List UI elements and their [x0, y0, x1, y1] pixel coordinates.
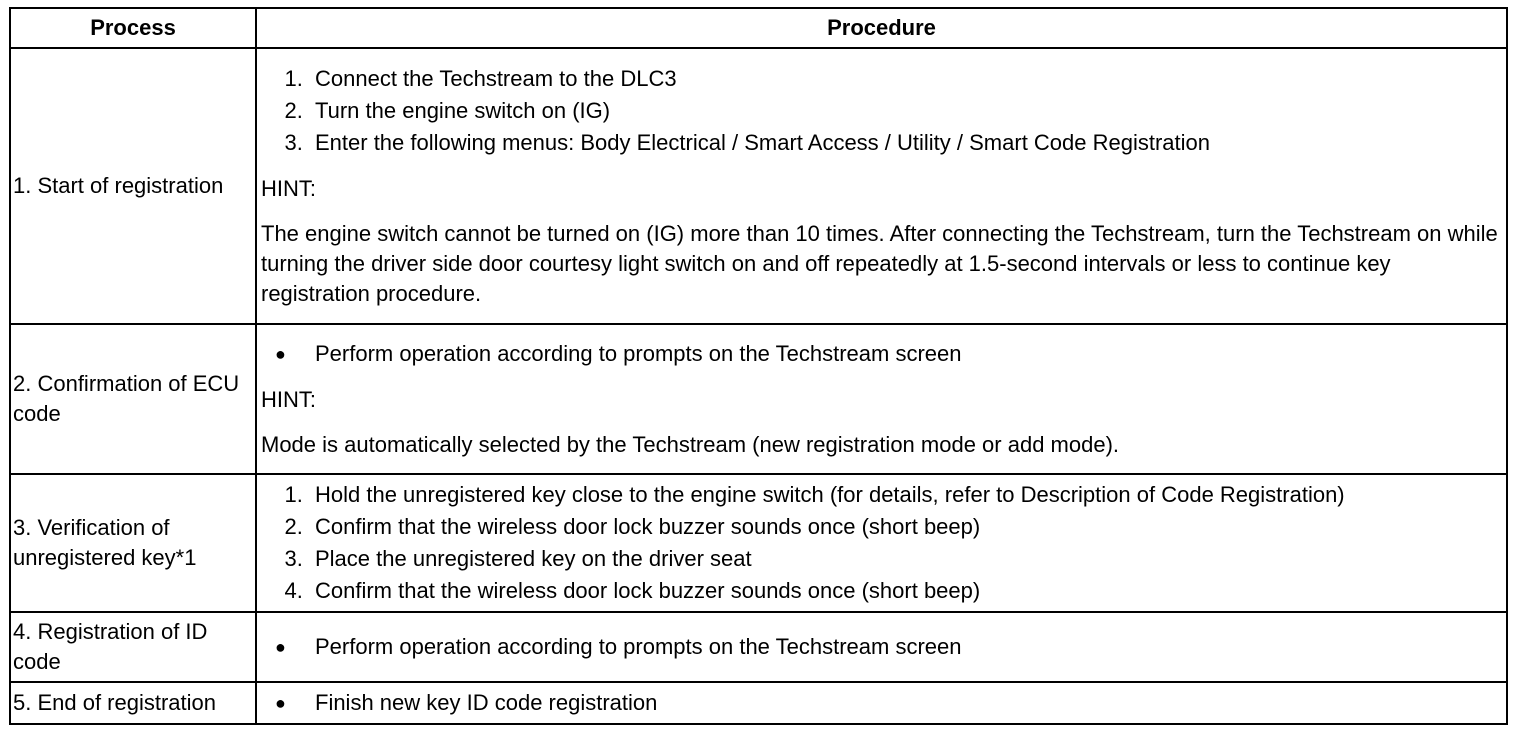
process-cell: 2. Confirmation of ECU code — [10, 324, 256, 474]
hint-label: HINT: — [261, 176, 316, 201]
header-procedure: Procedure — [256, 8, 1507, 48]
procedure-cell — [256, 474, 1507, 612]
bullet-list — [261, 687, 1498, 719]
hint-text: Mode is automatically selected by the Techstream (new registration mode or add mode). — [261, 432, 1120, 457]
bullet-list — [261, 338, 1498, 370]
process-cell: 5. End of registration — [10, 682, 256, 724]
process-cell: 4. Registration of ID code — [10, 612, 256, 682]
table-row — [10, 324, 1507, 474]
header-process: Process — [10, 8, 256, 48]
hint-label: HINT: — [261, 387, 316, 412]
step-item: 3. Enter the following menus: Body Electrical / Smart Access / Utility / Smart Code Registration — [309, 127, 1498, 159]
step-list — [261, 479, 1498, 607]
step-item: 4. Confirm that the wireless door lock buzzer sounds once (short beep) — [309, 575, 1498, 607]
table-header-row — [10, 8, 1507, 48]
step-item: 1. Hold the unregistered key close to the engine switch (for details, refer to Description of Code Registration) — [309, 479, 1498, 511]
step-item: 1. Connect the Techstream to the DLC3 — [309, 63, 1498, 95]
procedure-cell — [256, 612, 1507, 682]
table-row — [10, 474, 1507, 612]
hint-text: The engine switch cannot be turned on (IG) more than 10 times. After connecting the Techstream, turn the Techstream on while turning the driver side door courtesy light switch on and off repeatedly at 1.5-second intervals or less to continue key registration procedure. — [261, 221, 1498, 306]
step-item: 2. Confirm that the wireless door lock buzzer sounds once (short beep) — [309, 511, 1498, 543]
procedure-cell — [256, 48, 1507, 324]
step-item: 2. Turn the engine switch on (IG) — [309, 95, 1498, 127]
table-row — [10, 48, 1507, 324]
procedure-cell — [256, 682, 1507, 724]
bullet-item: ● Perform operation according to prompts on the Techstream screen — [309, 338, 1498, 370]
procedure-cell — [256, 324, 1507, 474]
table-row — [10, 612, 1507, 682]
process-cell: 1. Start of registration — [10, 48, 256, 324]
registration-procedure-page — [9, 7, 1506, 725]
table-row — [10, 682, 1507, 724]
bullet-item: ● Perform operation according to prompts on the Techstream screen — [309, 631, 1498, 663]
process-cell: 3. Verification of unregistered key*1 — [10, 474, 256, 612]
bullet-list — [261, 631, 1498, 663]
step-item: 3. Place the unregistered key on the driver seat — [309, 543, 1498, 575]
registration-procedure-table — [9, 7, 1508, 725]
bullet-item: ● Finish new key ID code registration — [309, 687, 1498, 719]
step-list — [261, 63, 1498, 159]
